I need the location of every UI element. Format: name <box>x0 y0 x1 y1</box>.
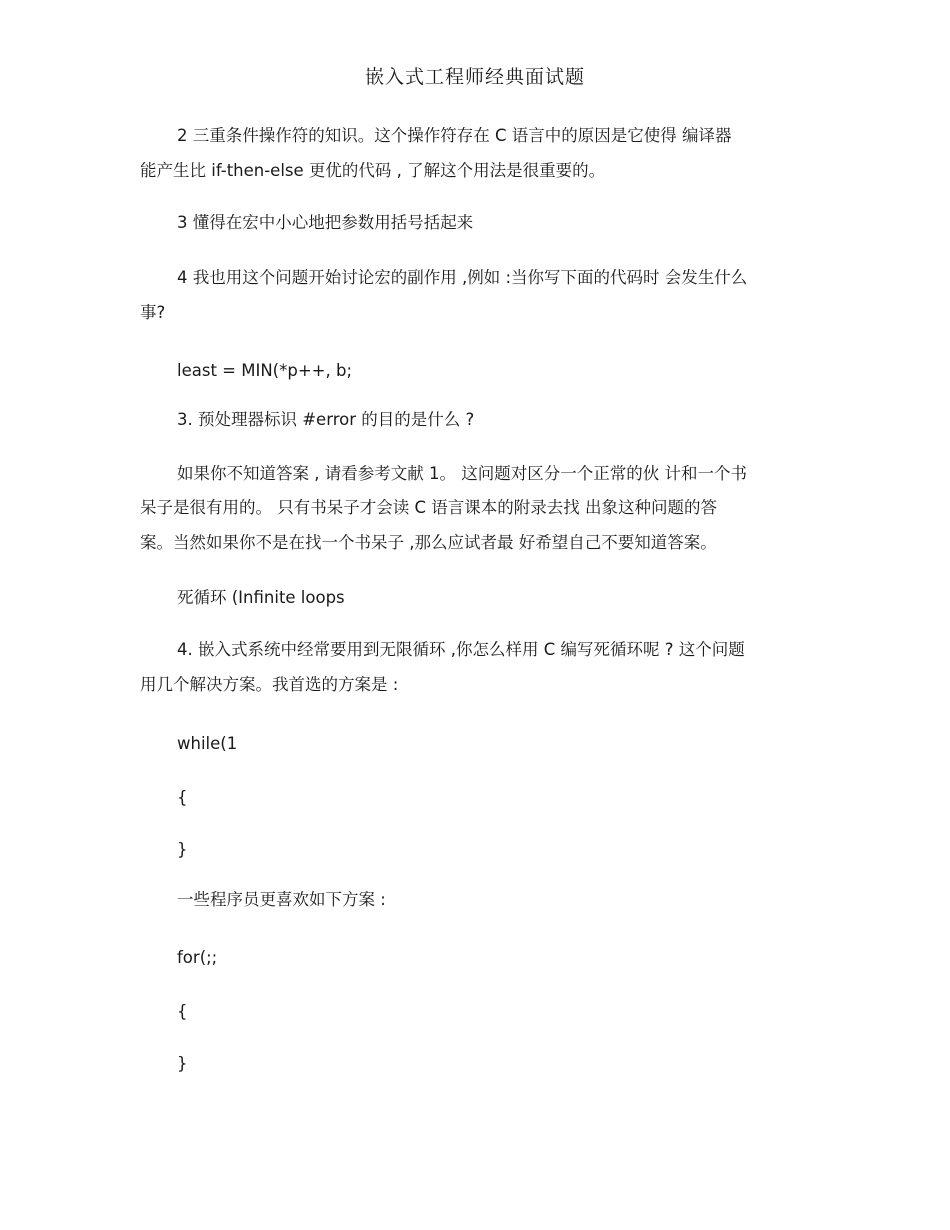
paragraph-error-answer-line-3: 案。当然如果你不是在找一个书呆子 ,那么应试者最 好希望自己不要知道答案。 <box>140 533 717 552</box>
section-heading-infinite-loops: 死循环 (Infinite loops <box>177 588 345 607</box>
code-for-close-brace: } <box>177 1054 188 1073</box>
paragraph-macro-side-effect-line-2: 事? <box>140 303 166 322</box>
paragraph-error-answer-line-1: 如果你不知道答案 , 请看参考文献 1。 这问题对区分一个正常的伙 计和一个书 <box>177 464 747 483</box>
question-infinite-loop-line-1: 4. 嵌入式系统中经常要用到无限循环 ,你怎么样用 C 编写死循环呢 ? 这个问题 <box>177 640 745 659</box>
paragraph-ternary-line-2: 能产生比 if-then-else 更优的代码 , 了解这个用法是很重要的。 <box>140 161 606 180</box>
code-for-open-brace: { <box>177 1002 188 1021</box>
document-title: 嵌入式工程师经典面试题 <box>364 66 585 88</box>
paragraph-macro-parens: 3 懂得在宏中小心地把参数用括号括起来 <box>177 213 474 232</box>
code-while-open-brace: { <box>177 788 188 807</box>
code-least-min: least = MIN(*p++, b; <box>177 361 353 380</box>
code-while-close-brace: } <box>177 840 188 859</box>
paragraph-alternative-solution: 一些程序员更喜欢如下方案 : <box>177 890 386 909</box>
paragraph-error-answer-line-2: 呆子是很有用的。 只有书呆子才会读 C 语言课本的附录去找 出象这种问题的答 <box>140 498 718 517</box>
paragraph-macro-side-effect-line-1: 4 我也用这个问题开始讨论宏的副作用 ,例如 :当你写下面的代码时 会发生什么 <box>177 268 748 287</box>
question-error-directive: 3. 预处理器标识 #error 的目的是什么 ? <box>177 410 475 429</box>
code-while-header: while(1 <box>177 734 238 753</box>
code-for-header: for(;; <box>177 948 218 967</box>
paragraph-ternary-line-1: 2 三重条件操作符的知识。这个操作符存在 C 语言中的原因是它使得 编译器 <box>177 126 732 145</box>
question-infinite-loop-line-2: 用几个解决方案。我首选的方案是 : <box>140 675 399 694</box>
